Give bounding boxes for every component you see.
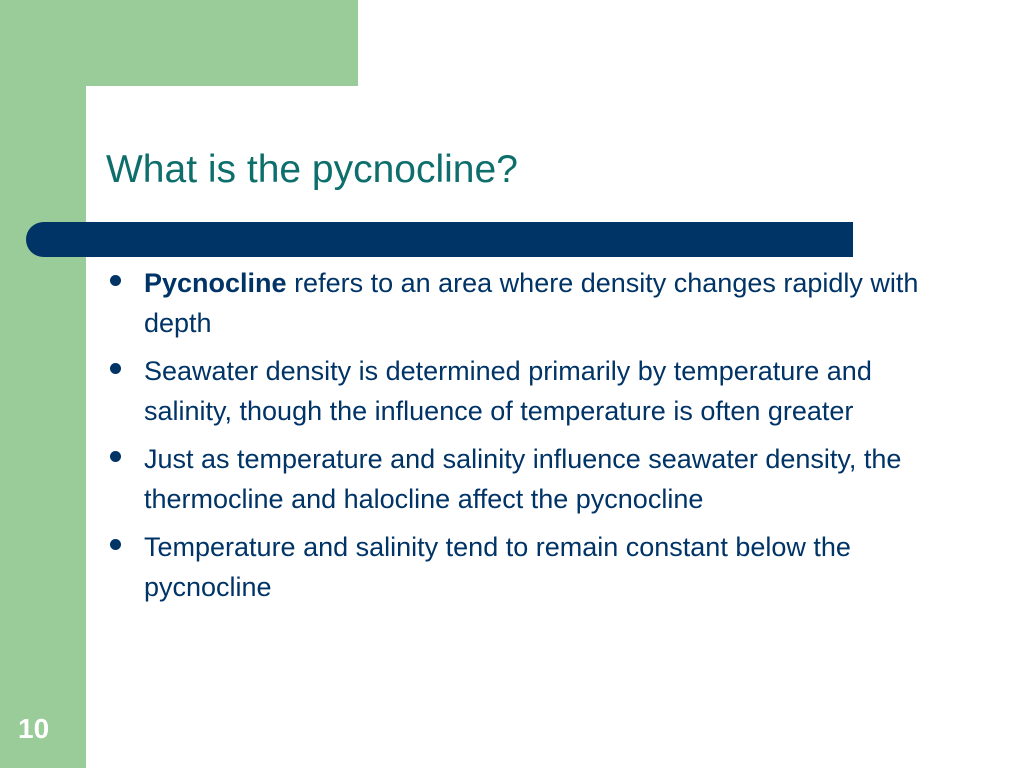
bullet-bold-term: Pycnocline (144, 268, 287, 298)
bullet-dot-icon (110, 539, 121, 550)
slide-title: What is the pycnocline? (106, 148, 518, 191)
bullet-dot-icon (110, 451, 121, 462)
bullet-text: Just as temperature and salinity influence seawater density, the thermocline and halocline affect the pycnocline (144, 444, 902, 514)
bullet-text: refers to an area where density changes rapidly with depth (144, 268, 919, 338)
bullet-text: Temperature and salinity tend to remain constant below the pycnocline (144, 532, 851, 602)
green-frame-top (0, 0, 358, 86)
bullet-item (110, 439, 960, 519)
bullet-text: Seawater density is determined primarily by temperature and salinity, though the influence of temperature is often greater (144, 356, 872, 426)
bullet-list (110, 263, 960, 615)
bullet-dot-icon (110, 363, 121, 374)
green-frame-left (0, 0, 86, 768)
bullet-dot-icon (110, 275, 121, 286)
bullet-item (110, 527, 960, 607)
bullet-item (110, 351, 960, 431)
page-number: 10 (18, 713, 50, 744)
title-underline-bar (26, 222, 853, 257)
bullet-item (110, 263, 960, 343)
